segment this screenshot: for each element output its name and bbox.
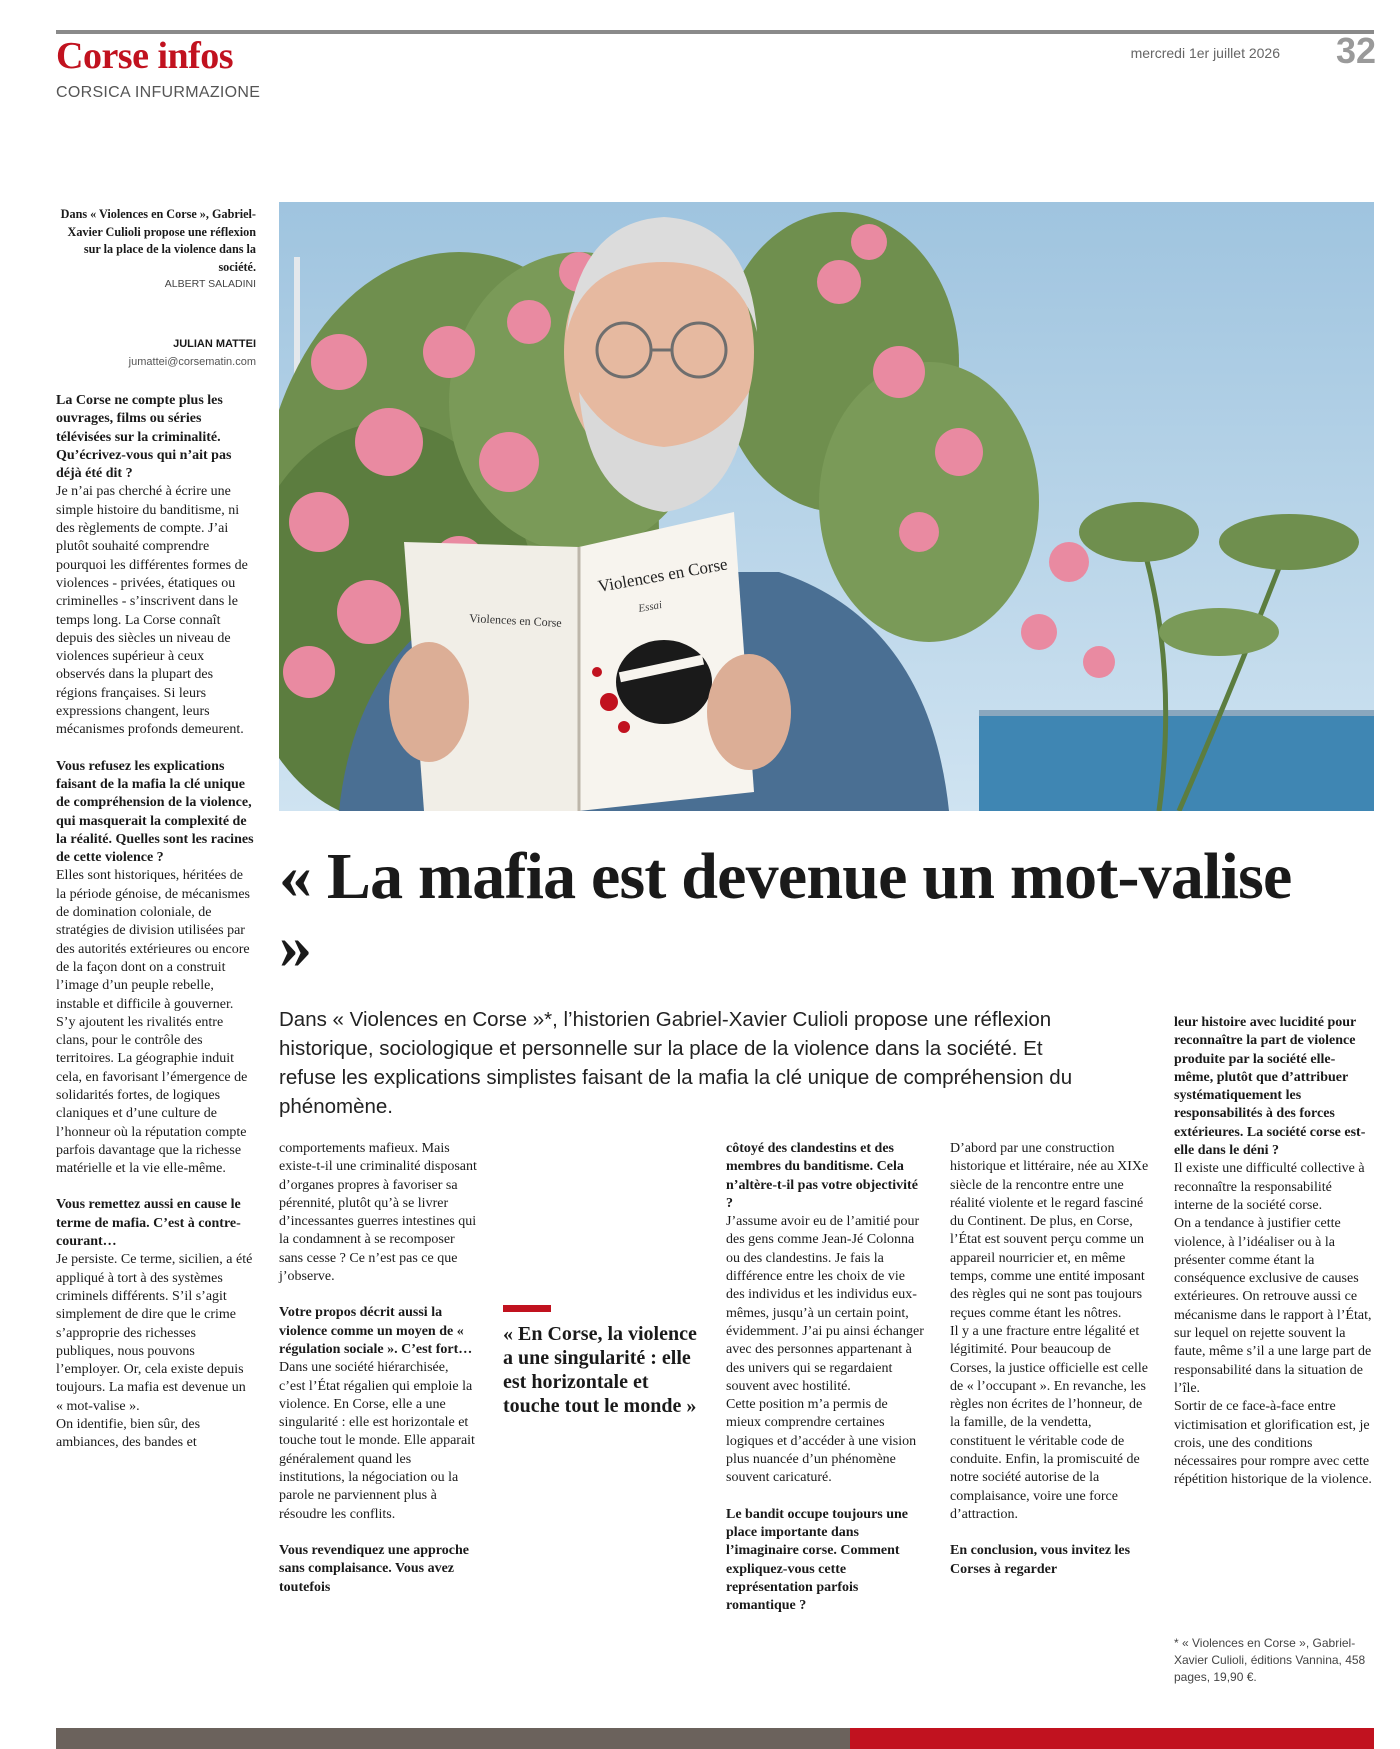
interview-answer: On a tendance à justifier cette violence, à l’idéaliser ou à la présenter comme étant la conséquence exclusive de causes extérieures. On retrouve aussi ce mécanisme dans le rapport à l’État, sur lequel on rejette souvent la faute, même s’il a une large part de responsabilité dans la situation de l’île. xyxy=(1174,1216,1372,1396)
interview-answer: Il y a une fracture entre légalité et légitimité. Pour beaucoup de Corses, la justice officielle est celle de « l’occupant ». En revanche, les règles non écrites de l’honneur, de la famille, de la vendetta, constituent le véritable code de conduite. Enfin, la promiscuité de notre société autorise de la complaisance, voire une force d’attraction. xyxy=(950,1323,1149,1522)
issue-date: mercredi 1er juillet 2026 xyxy=(1130,45,1280,61)
text-column-5 xyxy=(1174,1014,1374,1490)
text-column-2 xyxy=(279,1140,477,1597)
byline-author: JULIAN MATTEI xyxy=(173,338,256,350)
right-hand xyxy=(707,654,791,770)
photo-illustration xyxy=(279,202,1374,811)
bottom-ad-red-block xyxy=(850,1728,1374,1749)
left-hand xyxy=(389,642,469,762)
byline-email: jumattei@corsematin.com xyxy=(128,356,256,368)
article-photo xyxy=(279,202,1374,811)
text-column-1 xyxy=(56,392,256,1453)
photo-caption xyxy=(56,206,256,294)
article-headline: « La mafia est devenue un mot-valise » xyxy=(279,840,1292,983)
interview-answer: Je n’ai pas cherché à écrire une simple histoire du banditisme, ni des règlements de compte. J’ai plutôt souhaité comprendre pourquoi les différentes formes de violences - privées, étatiques ou criminelles - s’inscrivent dans le temps long. La Corse connaît depuis des siècles un niveau de violences supérieur à ceux observés dans la plupart des régions françaises. Si leurs expressions changent, leurs mécanismes profonds demeurent. xyxy=(56,484,248,738)
text-column-4 xyxy=(950,1140,1150,1579)
interview-answer: Elles sont historiques, héritées de la période génoise, de mécanismes de domination coloniale, de stratégies de division utilisées par des autorités extérieures ou encore de la façon dont on a construit l’image d’un peuple rebelle, instable et difficile à gouverner. S’y ajoutent les rivalités entre clans, pour le contrôle des territoires. La géographie induit cela, en favorisant l’émergence de solidarités fortes, de logiques claniques et d’une culture de l’honneur où la réputation compte parfois davantage que la richesse matérielle et la vie elle-même. xyxy=(56,868,250,1177)
interview-answer: Je persiste. Ce terme, sicilien, a été appliqué à tort à des systèmes criminels différents. S’il s’agit simplement de dire que le crime s’approprie des richesses publiques, nous pouvons l’employer. Or, cela existe depuis toujours. La mafia est devenue un « mot-valise ». xyxy=(56,1252,253,1414)
pullquote-accent-bar xyxy=(503,1305,551,1312)
book-footnote: * « Violences en Corse », Gabriel-Xavier Culioli, éditions Vannina, 458 pages, 19,90 €. xyxy=(1174,1636,1366,1684)
interview-question: Le bandit occupe toujours une place importante dans l’imaginaire corse. Comment expliquez-vous cette représentation parfois romantique ? xyxy=(726,1506,909,1614)
page-number: 32 xyxy=(1336,30,1377,71)
top-rule xyxy=(56,30,1374,34)
brand-subtitle: CORSICA INFURMAZIONE xyxy=(56,84,261,101)
article-lede: Dans « Violences en Corse »*, l’historien Gabriel-Xavier Culioli propose une réflexion historique, sociologique et personnelle sur la place de la violence dans la société. Et refuse les explications simplistes faisant de la mafia la clé unique de compréhension du phénomène. xyxy=(279,1008,1073,1118)
photo-caption-text: Dans « Violences en Corse », Gabriel-Xavier Culioli propose une réflexion sur la place de la violence dans la société. xyxy=(60,207,256,274)
interview-answer: Cette position m’a permis de mieux comprendre certaines logiques et d’accéder à une vision plus nuancée d’un phénomène souvent caricaturé. xyxy=(726,1397,917,1486)
text-column-3 xyxy=(726,1140,926,1615)
brand-logo: Corse infos xyxy=(56,35,234,77)
interview-question: Vous revendiquez une approche sans complaisance. Vous avez toutefois xyxy=(279,1542,469,1595)
interview-answer: Il existe une difficulté collective à reconnaître la responsabilité interne de la société corse. xyxy=(1174,1161,1365,1213)
interview-question: En conclusion, vous invitez les Corses à regarder xyxy=(950,1543,1131,1577)
interview-answer: Sortir de ce face-à-face entre victimisation et glorification est, je crois, une des conditions nécessaires pour rompre avec cette répétition historique de la violence. xyxy=(1174,1399,1372,1488)
interview-question: côtoyé des clandestins et des membres du banditisme. Cela n’altère-t-il pas votre objectivité ? xyxy=(726,1141,918,1211)
interview-question: Vous remettez aussi en cause le terme de mafia. C’est à contre-courant… xyxy=(56,1197,241,1250)
interview-question: Votre propos décrit aussi la violence comme un moyen de « régulation sociale ». C’est fort… xyxy=(279,1305,473,1357)
interview-question: leur histoire avec lucidité pour reconnaître la part de violence produite par la société elle-même, plutôt que d’attribuer systématiquement les responsabilités à des forces extérieures. La société corse est-elle dans le déni ? xyxy=(1174,1015,1366,1159)
interview-question: La Corse ne compte plus les ouvrages, films ou séries télévisées sur la criminalité. Qu’écrivez-vous qui n’ait pas déjà été dit ? xyxy=(56,393,232,482)
interview-answer: Dans une société hiérarchisée, c’est l’État régalien qui emploie la violence. En Corse, elle a une singularité : elle est horizontale et touche tout le monde. Elle apparait généralement quand les institutions, la négociation ou la parole ne parviennent plus à résoudre les conflits. xyxy=(279,1360,475,1522)
book xyxy=(389,512,791,811)
interview-answer: D’abord par une construction historique et littéraire, née au XIXe siècle de la rencontre entre une réalité violente et le regard fasciné du Continent. De plus, en Corse, l’État est souvent perçu comme un appareil nourricier et, en même temps, comme une entité imposant des règles qui ne sont pas toujours reçues comme étant les nôtres. xyxy=(950,1141,1149,1321)
book-right-title: Violences en Corse xyxy=(596,554,729,596)
book-subtitle: Essai xyxy=(637,598,664,615)
pullquote: « En Corse, la violence a une singularité : elle est horizontale et touche tout le monde » xyxy=(503,1323,697,1417)
moor-head xyxy=(616,640,712,724)
interview-answer: On identifie, bien sûr, des ambiances, des bandes et xyxy=(56,1417,201,1451)
interview-answer: J’assume avoir eu de l’amitié pour des gens comme Jean-Jé Colonna ou des clandestins. Je fais la différence entre les choix de vie des individus et les individus eux-mêmes, jusqu’à un certain point, évidemment. J’ai pu ainsi échanger avec des personnes appartenant à des univers qui se regardaient souvent avec hostilité. xyxy=(726,1214,924,1394)
interview-question: Vous refusez les explications faisant de la mafia la clé unique de compréhension de la violence, qui masquerait la complexité de la réalité. Quelles sont les racines de cette violence ? xyxy=(56,758,254,866)
book-left-title: Violences en Corse xyxy=(468,611,563,630)
photo-credit: ALBERT SALADINI xyxy=(164,278,256,290)
sea xyxy=(979,716,1374,811)
interview-answer: comportements mafieux. Mais existe-t-il une criminalité disposant d’organes propres à favoriser sa pérennité, plutôt qu’à se livrer d’incessantes guerres intestines qui la condamnent à se recomposer sans cesse ? Ce n’est pas ce que j’observe. xyxy=(279,1141,477,1285)
